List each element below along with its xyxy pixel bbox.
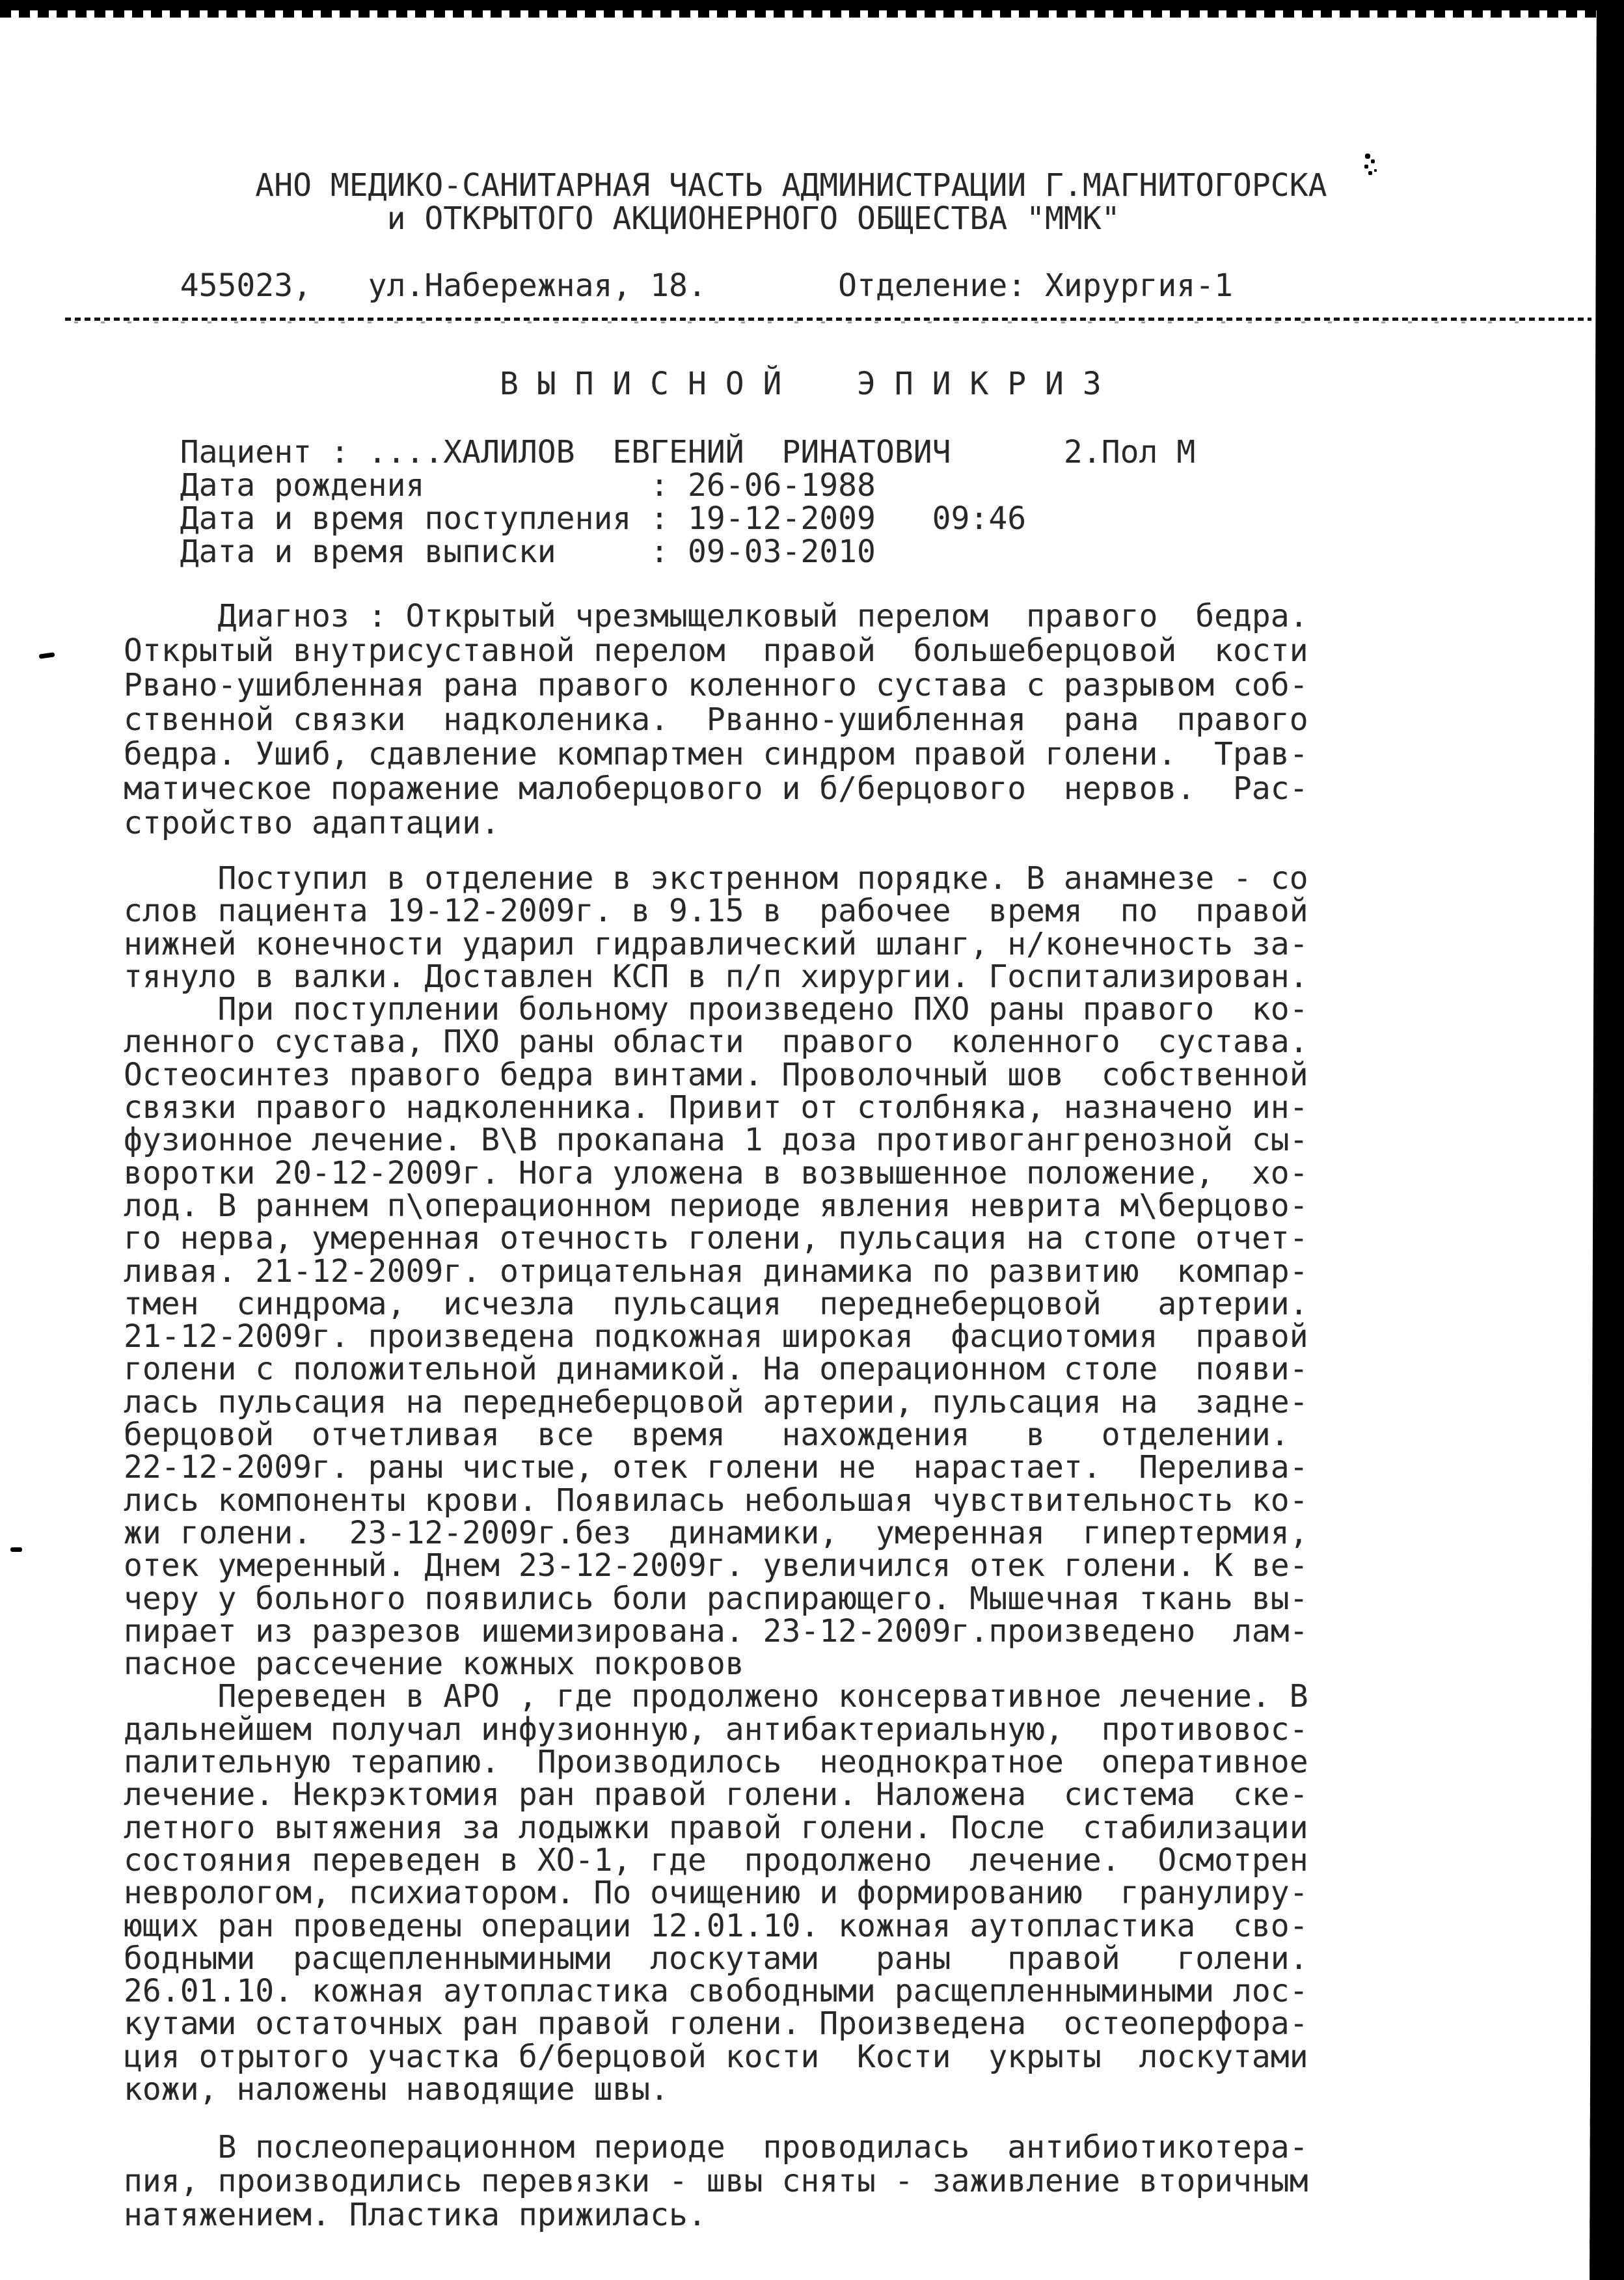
text-line: натяжением. Пластика прижилась. [124, 2197, 707, 2233]
scan-artifact-top-edge [0, 0, 1624, 10]
text-line: Рвано-ушибленная рана правого коленного сустава с разрывом соб- [124, 667, 1308, 703]
text-line: Открытый внутрисуставной перелом правой большеберцовой кости [124, 632, 1308, 669]
text-line: лись компоненты крови. Появилась небольшая чувствительность ко- [124, 1482, 1308, 1519]
text-line: и ОТКРЫТОГО АКЦИОНЕРНОГО ОБЩЕСТВА "ММК" [124, 200, 1120, 237]
text-line: Дата и время выписки : 09-03-2010 [124, 534, 876, 570]
text-line: пирает из разрезов ишемизирована. 23-12-2009г.произведено лам- [124, 1612, 1308, 1649]
text-line: бодными расщепленнымиными лоскутами раны правой голени. [124, 1940, 1308, 1977]
patient-info-block [124, 436, 1195, 569]
text-line: летного вытяжения за лодыжки правой голени. После стабилизации [124, 1809, 1308, 1846]
text-line: Пациент : ....ХАЛИЛОВ ЕВГЕНИЙ РИНАТОВИЧ 2.Пол М [124, 434, 1196, 470]
text-line: Дата рождения : 26-06-1988 [124, 467, 876, 504]
text-line: 22-12-2009г. раны чистые, отек голени не нарастает. Перелива- [124, 1449, 1308, 1486]
text-line: 26.01.10. кожная аутопластика свободными расщепленнымиными лос- [124, 1973, 1308, 2010]
text-line: лась пульсация на переднеберцовой артерии, пульсация на задне- [124, 1383, 1308, 1420]
text-line: лечение. Некрэктомия ран правой голени. Наложена система ске- [124, 1776, 1308, 1813]
text-line: фузионное лечение. В\В прокапана 1 доза противогангренозной сы- [124, 1122, 1308, 1159]
scan-artifact-right-edge [1589, 0, 1624, 2280]
text-line: ющих ран проведены операции 12.01.10. кожная аутопластика сво- [124, 1907, 1308, 1944]
text-line: ственной связки надколеника. Рванно-ушибленная рана правого [124, 701, 1308, 738]
text-line: неврологом, психиатором. По очищению и формированию гранулиру- [124, 1875, 1308, 1912]
text-line: голени с положительной динамикой. На операционном столе появи- [124, 1351, 1308, 1388]
hospital-course-paragraph [124, 862, 1308, 2106]
text-line: воротки 20-12-2009г. Нога уложена в возвышенное положение, хо- [124, 1154, 1308, 1191]
text-line: палительную терапию. Производилось неоднократное оперативное [124, 1744, 1308, 1781]
text-line: бедра. Ушиб, сдавление компартмен синдром правой голени. Трав- [124, 736, 1308, 772]
text-line: пия, производились перевязки - швы сняты - заживление вторичным [124, 2163, 1308, 2199]
text-line: Диагноз : Открытый чрезмыщелковый перелом правого бедра. [124, 598, 1308, 634]
text-line: лод. В раннем п\операционном периоде явления неврита м\берцово- [124, 1187, 1308, 1224]
text-line: ленного сустава, ПХО раны области правого коленного сустава. [124, 1024, 1308, 1061]
text-line: ция отрытого участка б/берцовой кости Кости укрыты лоскутами [124, 2038, 1308, 2075]
text-line: пасное рассечение кожных покровов [124, 1646, 744, 1683]
text-line: тянуло в валки. Доставлен КСП в п/п хирургии. Госпитализирован. [124, 958, 1308, 995]
text-line: При поступлении больному произведено ПХО раны правого ко- [124, 991, 1308, 1028]
text-line: жи голени. 23-12-2009г.без динамики, умеренная гипертермия, [124, 1514, 1308, 1551]
text-line: ливая. 21-12-2009г. отрицательная динамика по развитию компар- [124, 1253, 1308, 1290]
scan-speck [10, 1547, 22, 1552]
diagnosis-paragraph [124, 599, 1308, 841]
organization-header [124, 169, 1327, 236]
text-line: Остеосинтез правого бедра винтами. Проволочный шов собственной [124, 1056, 1308, 1093]
text-line: го нерва, умеренная отечность голени, пульсация на стопе отчет- [124, 1220, 1308, 1257]
dotted-separator [65, 318, 1591, 321]
text-line: матическое поражение малоберцового и б/берцового нервов. Рас- [124, 770, 1308, 807]
document-title: В Ы П И С Н О Й Э П И К Р И З [124, 366, 1102, 402]
scan-speck [1365, 154, 1370, 159]
text-line: тмен синдрома, исчезла пульсация переднеберцовой артерии. [124, 1285, 1308, 1322]
text-line: Поступил в отделение в экстренном порядке. В анамнезе - со [124, 860, 1308, 897]
text-line: стройство адаптации. [124, 805, 500, 841]
text-line: берцовой отчетливая все время нахождения в отделении. [124, 1417, 1290, 1454]
text-line: черу у больного появились боли распирающего. Мышечная ткань вы- [124, 1580, 1308, 1617]
text-line: связки правого надколенника. Привит от столбняка, назначено ин- [124, 1089, 1308, 1126]
address-department-line: 455023, ул.Набережная, 18. Отделение: Хирургия-1 [124, 267, 1234, 304]
text-line: дальнейшем получал инфузионную, антибактериальную, противовос- [124, 1711, 1308, 1748]
text-line: отек умеренный. Днем 23-12-2009г. увеличился отек голени. К ве- [124, 1547, 1308, 1584]
scan-speck [39, 652, 55, 658]
text-line: АНО МЕДИКО-САНИТАРНАЯ ЧАСТЬ АДМИНИСТРАЦИИ Г.МАГНИТОГОРСКА [124, 167, 1327, 204]
text-line: слов пациента 19-12-2009г. в 9.15 в рабочее время по правой [124, 893, 1308, 930]
postoperative-period-paragraph [124, 2130, 1308, 2232]
text-line: кутами остаточных ран правой голени. Произведена остеоперфора- [124, 2005, 1308, 2043]
text-line: Дата и время поступления : 19-12-2009 09:46 [124, 500, 1027, 537]
text-line: Переведен в АРО , где продолжено консервативное лечение. В [124, 1678, 1308, 1715]
text-line: В послеоперационном периоде проводилась антибиотикотера- [124, 2129, 1308, 2165]
text-line: кожи, наложены наводящие швы. [124, 2070, 670, 2108]
text-line: 21-12-2009г. произведена подкожная широкая фасциотомия правой [124, 1318, 1308, 1355]
text-line: состояния переведен в ХО-1, где продолжено лечение. Осмотрен [124, 1841, 1308, 1879]
text-line: нижней конечности ударил гидравлический шланг, н/конечность за- [124, 925, 1308, 962]
